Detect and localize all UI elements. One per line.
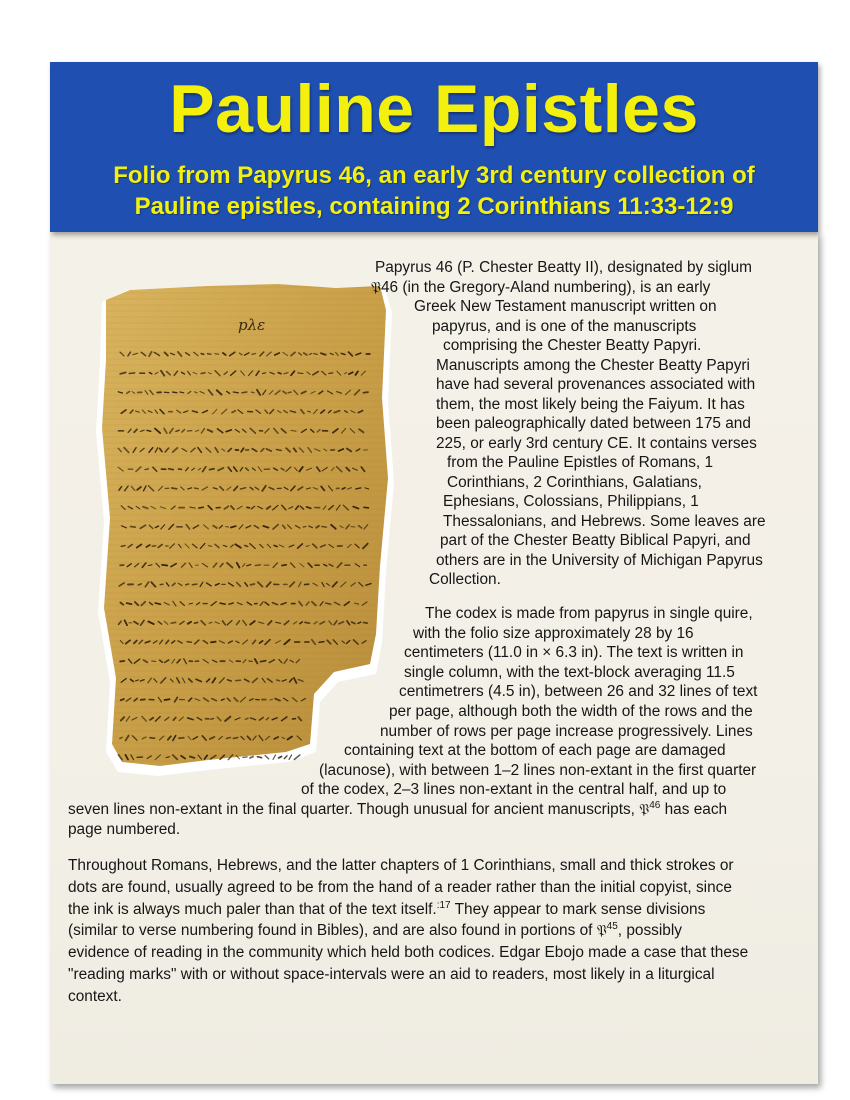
text-run: of the codex, 2–3 lines non-extant in the central half, and up to bbox=[301, 781, 727, 799]
body-text-line bbox=[68, 987, 122, 1007]
body-text-line bbox=[68, 965, 715, 985]
text-run: them, the most likely being the Faiyum. It has bbox=[436, 395, 745, 413]
body-text-line bbox=[436, 356, 750, 376]
text-run: centimeters (11.0 in × 6.3 in). The text is written in bbox=[404, 644, 744, 662]
title-banner bbox=[50, 62, 818, 232]
subtitle-line: Pauline epistles, containing 2 Corinthians 11:33-12:9 bbox=[134, 193, 734, 220]
body-text-line bbox=[319, 761, 756, 781]
p46-siglum: 𝔓 bbox=[596, 923, 607, 940]
p46-siglum: 𝔓 bbox=[639, 802, 650, 818]
text-run: "reading marks" with or without space-intervals were an aid to readers, most likely in a liturgical bbox=[68, 966, 715, 983]
body-text-line bbox=[443, 492, 699, 512]
body-text-line bbox=[414, 297, 717, 317]
body-text-line bbox=[68, 943, 748, 963]
text-run: Ephesians, Colossians, Philippians, 1 bbox=[443, 493, 699, 510]
text-run: dots are found, usually agreed to be from the hand of a reader rather than the initial copyist, since bbox=[68, 878, 732, 896]
text-run: evidence of reading in the community which held both codices. Edgar Ebojo made a case that these bbox=[68, 944, 749, 962]
body-text-line bbox=[380, 722, 753, 742]
body-text-line bbox=[447, 453, 713, 473]
body-text-line bbox=[440, 531, 751, 551]
body-text-line bbox=[68, 856, 734, 876]
body-text-line bbox=[371, 278, 710, 298]
text-run: Greek New Testament manuscript written on bbox=[414, 298, 717, 315]
text-run: number of rows per page increase progressively. Lines bbox=[380, 722, 753, 740]
text-run: per page, although both the width of the rows and the bbox=[389, 703, 753, 720]
body-text-line bbox=[436, 375, 755, 395]
body-text-line bbox=[404, 663, 735, 683]
text-run: Papyrus 46 (P. Chester Beatty II), designated by siglum bbox=[375, 259, 752, 276]
text-run: 225, or early 3rd century CE. It contains verses bbox=[436, 434, 757, 452]
body-text-line bbox=[413, 624, 694, 644]
body-text-line bbox=[68, 878, 732, 898]
text-run: others are in the University of Michigan Papyrus bbox=[436, 551, 763, 569]
text-run: have had several provenances associated with bbox=[436, 376, 756, 393]
text-run: papyrus, and is one of the manuscripts bbox=[432, 317, 697, 335]
text-run: has each bbox=[660, 801, 728, 818]
text-run: containing text at the bottom of each page are damaged bbox=[344, 742, 726, 760]
body-text-line bbox=[404, 643, 743, 663]
text-run: Thessalonians, and Hebrews. Some leaves are bbox=[443, 512, 766, 530]
subtitle-line: Folio from Papyrus 46, an early 3rd century collection of bbox=[113, 162, 755, 189]
body-text-line bbox=[436, 551, 763, 571]
superscript: 46 bbox=[649, 799, 661, 811]
body-text-line bbox=[68, 820, 180, 840]
text-run: seven lines non-extant in the final quarter. Though unusual for ancient manuscripts, bbox=[68, 801, 640, 818]
papyrus-folio-image bbox=[88, 278, 398, 778]
text-run: from the Pauline Epistles of Romans, 1 bbox=[447, 454, 714, 471]
text-run: page numbered. bbox=[68, 820, 181, 838]
page-subtitle bbox=[50, 160, 818, 222]
text-run: been paleographically dated between 175 and bbox=[436, 415, 751, 432]
folio-number: pλε bbox=[238, 316, 266, 334]
body-text-line bbox=[344, 741, 726, 761]
body-text-line bbox=[68, 800, 727, 820]
body-text-line bbox=[389, 702, 753, 722]
body-text-line bbox=[436, 414, 751, 434]
superscript: :17 bbox=[436, 899, 451, 911]
text-run: , possibly bbox=[617, 922, 682, 940]
page-title: Pauline Epistles bbox=[169, 71, 699, 147]
body-text-line bbox=[447, 473, 702, 493]
body-text-line bbox=[432, 317, 696, 337]
text-run: 46 (in the Gregory-Aland numbering), is an early bbox=[380, 278, 711, 296]
body-text-line bbox=[436, 434, 757, 454]
text-run: centimetrers (4.5 in), between 26 and 32 lines of text bbox=[399, 683, 758, 701]
body-text-line bbox=[425, 604, 753, 624]
text-run: (lacunose), with between 1–2 lines non-extant in the first quarter bbox=[319, 761, 757, 779]
body-text-line bbox=[436, 395, 745, 415]
text-run: context. bbox=[68, 987, 122, 1005]
text-run: (similar to verse numbering found in Bibles), and are also found in portions of bbox=[68, 922, 597, 940]
text-run: Throughout Romans, Hebrews, and the latter chapters of 1 Corinthians, small and thick strokes or bbox=[68, 857, 734, 874]
body-text-line bbox=[68, 921, 682, 941]
text-run: They appear to mark sense divisions bbox=[450, 900, 706, 918]
body-text-line bbox=[429, 570, 501, 590]
text-run: the ink is always much paler than that of the text itself. bbox=[68, 900, 437, 918]
superscript: 45 bbox=[606, 921, 618, 933]
text-run: Corinthians, 2 Corinthians, Galatians, bbox=[447, 473, 702, 491]
body-text-line bbox=[68, 900, 705, 920]
text-run: part of the Chester Beatty Biblical Papyri, and bbox=[440, 532, 751, 549]
text-run: comprising the Chester Beatty Papyri. bbox=[443, 337, 702, 354]
body-text-line bbox=[301, 780, 726, 800]
text-run: The codex is made from papyrus in single quire, bbox=[425, 605, 753, 622]
text-run: with the folio size approximately 28 by 16 bbox=[413, 624, 694, 642]
text-run: Collection. bbox=[429, 571, 501, 588]
body-text-line bbox=[443, 336, 701, 356]
text-run: single column, with the text-block averaging 11.5 bbox=[404, 663, 735, 681]
p46-siglum: 𝔓 bbox=[371, 279, 381, 296]
body-text-line bbox=[375, 258, 752, 278]
text-run: Manuscripts among the Chester Beatty Papyri bbox=[436, 356, 750, 374]
body-text-line bbox=[399, 682, 757, 702]
body-text-line bbox=[443, 512, 766, 532]
